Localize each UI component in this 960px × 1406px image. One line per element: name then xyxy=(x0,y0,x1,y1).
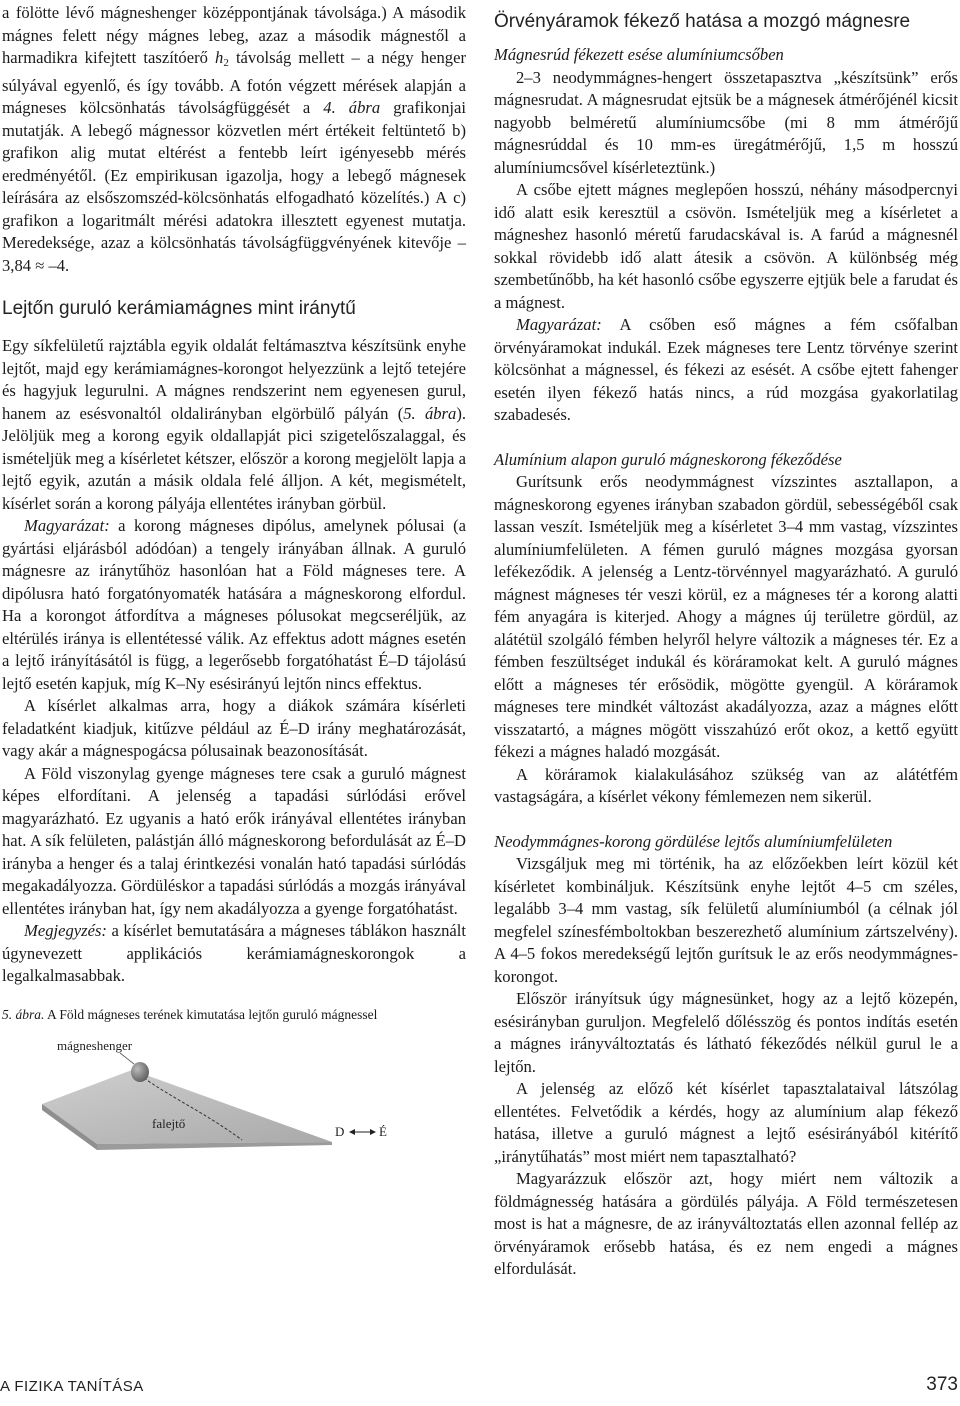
direction-d-label: D xyxy=(335,1123,345,1139)
lejto-paragraph-4: A Föld viszonylag gyenge mágneses tere csak a guruló mágnest képes elfordítani. A jelenség a tapadási súrlódási erővel magyarázható. Ez ugyanis a ható erők irányával ellentétes irányban hat. A sík felületen, palástján álló mágneskorong befordulását az É–D irányba a henger és a talaj érintkezési vonalán ható tapadási súrlódás megakadályozza. Gördüléskor a tapadási súrlódás a mozgás irányával ellentétes irányban hat, így nem akadályozza a gyenge forgatóhatást. xyxy=(2,763,466,918)
lejto-paragraph-3: A kísérlet alkalmas arra, hogy a diákok számára kísérleti feladatként kiadjuk, kitűzve például az É–D irány meghatározását, vagy akár a mágnespogácsa pólusainak beazonosítását. xyxy=(2,696,466,760)
lejto-paragraph-2: Magyarázat: a korong mágneses dipólus, amelynek pólusai (a gyártási eljárásból adódóan) a tengely irányában állnak. A guruló mágnesre az iránytűhöz hasonlóan hat a Föld mágneses tere. A dipólusra ható forgatónyomaték hatására a mágneskorong elfordul. Ha a korongot átfordítva a mágneses pólusokat megcseréljük, az eltérülés iránya is ellentétessé válik. Az effektus adott mágnes esetén a lejtő irányításától is függ, a legerősebb forgatóhatást É–D tájolású lejtő esetén kapjuk, míg K–Ny esésirányú lejtőn nincs effektus. xyxy=(2,516,466,693)
figure-5 xyxy=(2,1006,466,1162)
subtitle-magnesrud: Mágnesrúd fékezett esése alumíniumcsőben xyxy=(494,45,784,64)
slope-label: falejtő xyxy=(152,1115,186,1131)
slope-illustration xyxy=(2,1032,422,1162)
left-column xyxy=(2,0,466,1162)
subtitle-aluminium-alap: Alumínium alapon guruló mágneskorong fékeződése xyxy=(494,449,842,469)
magnet-label-pointer xyxy=(120,1053,134,1064)
right-column xyxy=(494,0,958,1281)
subtitle-neodym-lejto: Neodymmágnes-korong gördülése lejtős alumíniumfelületen xyxy=(494,831,893,851)
aluminium-paragraph-2: A köráramok kialakulásához szükség van az alátétfém vastagságára, a kísérlet vékony fémlemezen nem sikerül. xyxy=(494,764,958,806)
neodym-paragraph-1: Vizsgáljuk meg mi történik, ha az előzőekben leírt közül két kísérletet kombináljuk. Készítsünk enyhe lejtőt 4–5 cm széles, legalább 3–4 mm vastag, sík felületű alumíniumból (a célnak jól megfelel színesfémboltokban beszerezhető alumínium zártszelvény). A 4–5 fokos meredekségű lejtőn gurítsuk le az erős neodymmágnes-korongot. xyxy=(494,854,958,986)
lejto-paragraph-5: Megjegyzés: a kísérlet bemutatására a mágneses táblákon használt úgynevezett applikációs kerámiamágneskorongok a legalkalmasabbak. xyxy=(2,921,466,985)
section-title-lejto: Lejtőn guruló kerámiamágnes mint iránytű xyxy=(2,298,356,319)
magnet-label: mágneshenger xyxy=(57,1037,133,1053)
figure-caption: 5. ábra. A Föld mágneses terének kimutatása lejtőn guruló mágnessel xyxy=(2,1006,378,1022)
section-title-orveny: Örvényáramok fékező hatása a mozgó mágnesre xyxy=(494,11,911,32)
slope-top-surface xyxy=(42,1070,332,1144)
arrow-head-left-icon xyxy=(349,1129,355,1135)
journal-name: A FIZIKA TANÍTÁSA xyxy=(0,1378,144,1395)
neodym-paragraph-2: Először irányítsuk úgy mágnesünket, hogy az a lejtő közepén, esésirányban guruljon. Megfelelő dőlésszög és pontos indítás esetén a mágnes irányváltoztatás és látható fékeződés nélkül gurul le a lejtőn. xyxy=(494,989,958,1076)
neodym-paragraph-3: A jelenség az előző két kísérlet tapasztalataival látszólag ellentétes. Felvetődik a kérdés, hogy az alumínium alap fékező hatása, illetve a guruló mágnest a lejtő esésirányából kitérítő „iránytűhatás” most miért nem tapasztalható? xyxy=(494,1079,958,1166)
intro-paragraph: a fölötte lévő mágneshenger középpontjának távolsága.) A második mágnes felett négy mágnes lebeg, azaz a második mágnestől a harmadikra kifejtett taszítóerő $h_2$ távolság mellett – a négy henger súlyával egyenlő, és így tovább. A fotón végzett mérések alapján a mágneses kölcsönhatás távolságfüggését a 4. ábra grafikonjai mutatják. A lebegő mágnessor közvetlen mért értékeit feltüntető b) grafikon alig mutat eltérést a fentebb leírt igényesebb mérés eredményétől. (Ez empirikusan igazolja, hogy a lebegő mágnesek leírására az elsőszomszéd-kölcsönhatás elfogadható közelítés.) A c) grafikon a logaritmált mérési adatokra illesztett egyenest mutatja. Meredeksége, azaz a kölcsönhatás távolságfüggvényének kitevője –3,84 ≈ –4. xyxy=(2,3,466,275)
magnesrud-paragraph-1: 2–3 neodymmágnes-hengert összetapasztva „készítsünk” erős mágnesrudat. A mágnesrudat ejtsük be a mágnesek átmérőjénél kicsit nagyobb belméretű alumíniumcsőbe (mi 8 mm átmérőjű mágnesrúddal és 10 mm-es üregátmérőjű, 1,5 m hosszú alumíniumcsővel kísérleteztünk.) xyxy=(494,67,958,177)
arrow-head-right-icon xyxy=(370,1129,376,1135)
magnesrud-paragraph-3: Magyarázat: A csőben eső mágnes a fém csőfalban örvényáramokat indukál. Ezek mágneses tere Lentz törvénye szerint kölcsönhat a mágnessel, és fékezi az esését. A csőbe ejtett fahenger esetén ilyen fékező hatás nincs, a rúd mozgása gyakorlatilag szabadesés. xyxy=(494,315,958,424)
page-number: 373 xyxy=(926,1374,958,1395)
neodym-paragraph-4: Magyarázzuk először azt, hogy miért nem változik a földmágnesség hatására a gördülés pályája. A Föld természetesen most is hat a mágnesre, de az irányváltoztatás ellen azonnal fellép az örvényáramok erősebb hatása, és ez nem engedi a mágnes elfordulását. xyxy=(494,1169,958,1278)
aluminium-paragraph-1: Gurítsunk erős neodymmágnest vízszintes asztallapon, a mágneskorong egyenes irányban szabadon gördül, sebességéből csak lassan veszít. Ismételjük meg a kísérletet 3–4 mm vastag, vízszintes alumíniumfelületen. A fémen guruló mágnes mozgása gyorsan lefékeződik. A jelenség a Lentz-törvénnyel magyarázható. A guruló mágnest mágneses tér veszi körül, ez a mágneses tér a korong alatti fém anyagára is kiterjed. Ahogy a mágnes új területre gördül, az alátétül szolgáló fémben helyről helyre változik a mágneses tér. Ez a fémben feszültséget indukál és köráramokat kelt. A guruló mágnes előtt a mágneses tér erősödik, mögötte gyengül. A köráramok mágneses tere mindkét változást akadályozza, azaz a mágnes előtt visszatartó, a mágnes mögött visszahúzó erőt okoz, a kettő együtt fékezi a mágnes haladó mozgását. xyxy=(494,472,958,761)
magnesrud-paragraph-2: A csőbe ejtett mágnes meglepően hosszú, néhány másodpercnyi idő alatt esik keresztül a csövön. Ismételjük meg a kísérletet a mágneshez hasonló méretű farudacskával is. A farúd a mágnesnél sokkal rövidebb idő alatt átesik a csövön. A különbség még szembetűnőbb, ha két hasonló csőbe egyszerre ejtjük bele a farudat és a mágnest. xyxy=(494,180,958,312)
lejto-paragraph-1: Egy síkfelületű rajztábla egyik oldalát feltámasztva készítsünk enyhe lejtőt, majd egy kerámiamágnes-korongot helyezzünk a lejtő tetejére és hagyjuk legurulni. A mágnes rendszerint nem egyenesen gurul, hanem az esésvonaltól oldalirányban elgörbülő pályán (5. ábra). Jelöljük meg a korong egyik oldallapját pici szigetelőszalaggal, és ismételjük meg a kísérletet kétszer, először a korong megjelölt lapja a lejtő egyik, azután a másik oldala felé álljon. A két, megismételt, kísérlet során a korong pályája ellentétes irányban görbül. xyxy=(2,336,466,513)
direction-e-label: É xyxy=(379,1123,387,1139)
magnet-cylinder-icon xyxy=(131,1062,149,1082)
